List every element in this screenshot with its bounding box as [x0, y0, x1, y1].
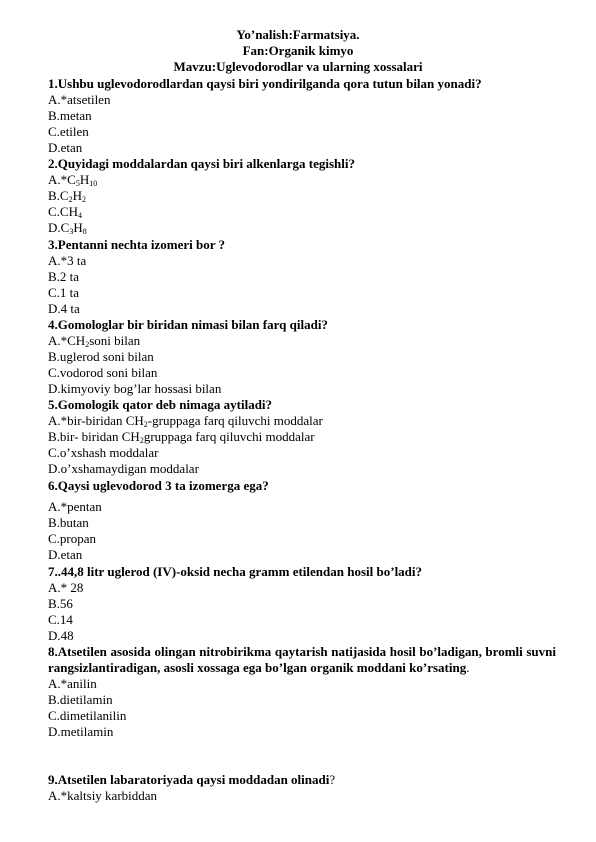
question-3-option-c: C.1 ta	[48, 285, 80, 300]
question-5-option-a: A.*bir-biridan $CH_2$-gruppaga farq qiluvchi moddalar	[48, 413, 323, 429]
question-9-option-a: A.*kaltsiy karbiddan	[48, 788, 158, 803]
question-7-text: 7..44,8 litr uglerod (IV)-oksid necha gramm etilendan hosil bo’ladi?	[48, 564, 423, 579]
question-8	[48, 644, 556, 740]
question-7-option-a: A.* 28	[48, 580, 84, 595]
question-8-option-d: D.metilamin	[48, 724, 114, 739]
question-4-option-b: B.uglerod soni bilan	[48, 349, 154, 364]
question-4-text: 4.Gomologlar bir biridan nimasi bilan farq qiladi?	[48, 317, 328, 332]
header-subject: Fan:Organik kimyo	[242, 43, 354, 58]
question-4	[48, 317, 556, 397]
question-3	[48, 237, 556, 317]
question-6-option-d: D.etan	[48, 547, 83, 562]
question-2	[48, 156, 556, 236]
question-2-text: 2.Quyidagi moddalardan qaysi biri alkenlarga tegishli?	[48, 156, 355, 171]
question-1-option-b: B.metan	[48, 108, 92, 123]
question-3-option-d: D.4 ta	[48, 301, 80, 316]
question-8-option-b: B.dietilamin	[48, 692, 113, 707]
question-8-option-a: A.*anilin	[48, 676, 97, 691]
question-1-option-a: A.*atsetilen	[48, 92, 111, 107]
question-4-option-c: C.vodorod soni bilan	[48, 365, 158, 380]
question-3-option-a: A.*3 ta	[48, 253, 87, 268]
question-1-option-d: D.etan	[48, 140, 83, 155]
question-9	[48, 772, 556, 804]
document-header	[0, 27, 596, 75]
question-3-text: 3.Pentanni nechta izomeri bor ?	[48, 237, 226, 252]
question-7-option-d: D.48	[48, 628, 74, 643]
question-5-option-b: B.bir- biridan $CH_2gruppaga$ farq qiluvchi moddalar	[48, 429, 315, 445]
question-1-option-c: C.etilen	[48, 124, 89, 139]
question-1	[48, 76, 556, 156]
question-5	[48, 397, 556, 477]
question-6	[48, 478, 556, 563]
question-8-text: 8.Atsetilen asosida olingan nitrobirikma qaytarish natijasida hosil bo’ladigan, bromli suvni rangsizlantiradigan, asosli xossaga ega bo’lgan organik moddani ko’rsating.	[48, 644, 556, 675]
question-7-option-c: C.14	[48, 612, 73, 627]
question-2-option-c: $C.CH_4$	[48, 204, 82, 220]
question-7	[48, 564, 556, 644]
question-4-option-a: $A.*CH_2soni$ bilan	[48, 333, 141, 349]
question-6-option-b: B.butan	[48, 515, 89, 530]
question-1-text: 1.Ushbu uglevodorodlardan qaysi biri yondirilganda qora tutun bilan yonadi?	[48, 76, 482, 91]
question-6-option-a: A.*pentan	[48, 499, 102, 514]
question-2-option-d: $D.C_3H_8$	[48, 220, 87, 236]
question-5-option-c: C.o’xshash moddalar	[48, 445, 159, 460]
question-3-option-b: B.2 ta	[48, 269, 80, 284]
question-5-option-d: D.o’xshamaydigan moddalar	[48, 461, 199, 476]
question-2-option-b: $B.C_2H_2$	[48, 188, 86, 204]
question-6-text: 6.Qaysi uglevodorod 3 ta izomerga ega?	[48, 478, 269, 493]
question-4-option-d: D.kimyoviy bog’lar hossasi bilan	[48, 381, 222, 396]
question-2-option-a: $A.*C_5H_{10}$	[48, 172, 98, 188]
question-9-text: 9.Atsetilen labaratoriyada qaysi moddadan olinadi?	[48, 772, 336, 787]
question-6-option-c: C.propan	[48, 531, 97, 546]
header-topic: Mavzu:Uglevodorodlar va ularning xossalari	[173, 59, 423, 74]
question-7-option-b: B.56	[48, 596, 73, 611]
question-8-option-c: C.dimetilanilin	[48, 708, 127, 723]
question-5-text: 5.Gomologik qator deb nimaga aytiladi?	[48, 397, 273, 412]
header-direction: Yo’nalish:Farmatsiya.	[236, 27, 360, 42]
